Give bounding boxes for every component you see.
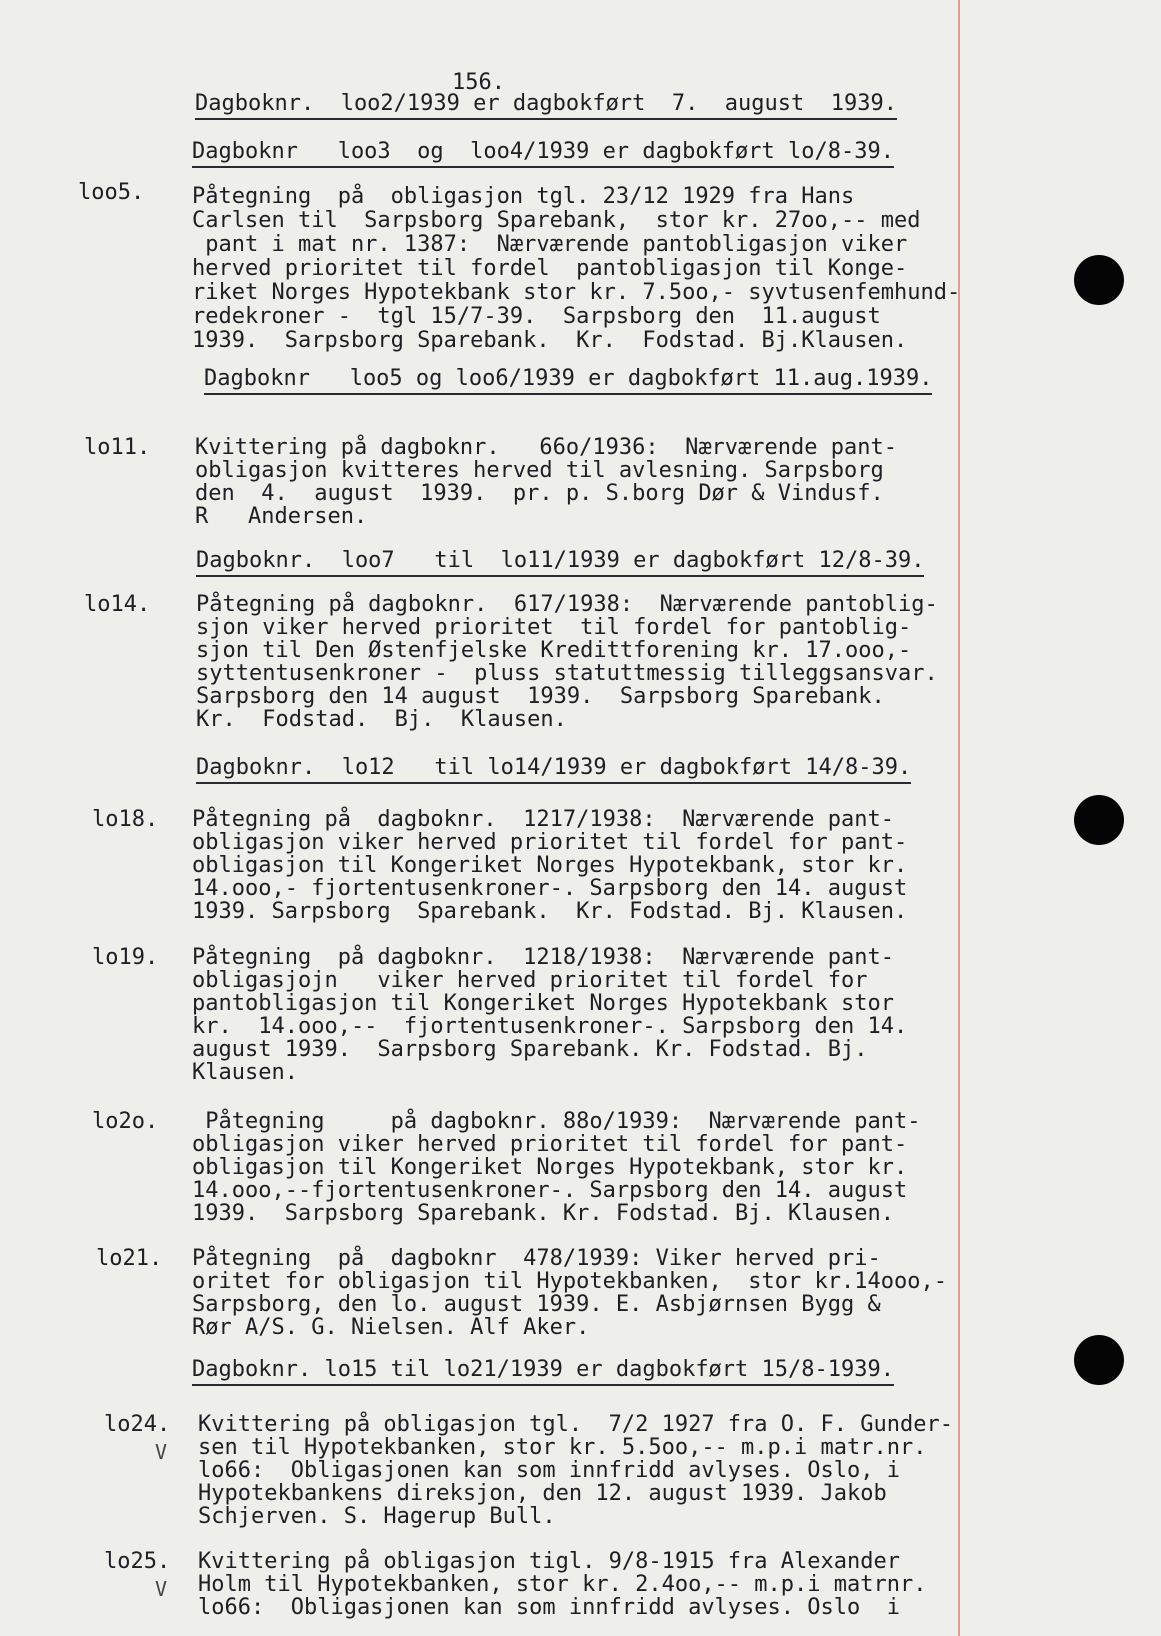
entry-line: Påtegning på dagboknr. 1217/1938: Nærværende pant- [192, 807, 894, 832]
summary-line: Dagboknr loo5 og loo6/1939 er dagbokført 11.aug.1939. [204, 367, 932, 395]
summary-line: Dagboknr. lo12 til lo14/1939 er dagbokført 14/8-39. [196, 756, 911, 784]
entry-line: obligasjojn viker herved prioritet til fordel for [192, 968, 868, 993]
entry-line: 1939. Sarpsborg Sparebank. Kr. Fodstad. Bj.Klausen. [192, 328, 908, 353]
entry-line: Påtegning på dagboknr. 88o/1939: Nærværende pant- [192, 1109, 921, 1134]
punch-hole [1074, 255, 1124, 305]
summary-line: Dagboknr. loo2/1939 er dagbokført 7. august 1939. [195, 92, 897, 120]
entry-line: Påtegning på dagboknr. 617/1938: Nærværende pantoblig- [196, 592, 938, 617]
entry-line: Kvittering på obligasjon tgl. 7/2 1927 fra O. F. Gunder- [198, 1412, 953, 1437]
entry-line: lo66: Obligasjonen kan som innfridd avlyses. Oslo, i [198, 1458, 900, 1483]
entry-line: august 1939. Sarpsborg Sparebank. Kr. Fodstad. Bj. [192, 1037, 868, 1062]
entry-line: Holm til Hypotekbanken, stor kr. 2.4oo,-- m.p.i matrnr. [198, 1572, 927, 1597]
entry-line: Sarpsborg, den lo. august 1939. E. Asbjørnsen Bygg & [192, 1292, 881, 1317]
entry-line: den 4. august 1939. pr. p. S.borg Dør & Vindusf. [195, 481, 884, 506]
summary-line: Dagboknr loo3 og loo4/1939 er dagbokført lo/8-39. [192, 140, 894, 168]
entry-number: lo19. [92, 945, 159, 970]
entry-line: sjon viker herved prioritet til fordel for pantoblig- [196, 615, 912, 640]
entry-line: Carlsen til Sarpsborg Sparebank, stor kr. 27oo,-- med [192, 208, 921, 233]
entry-line: Schjerven. S. Hagerup Bull. [198, 1504, 556, 1529]
entry-line: sen til Hypotekbanken, stor kr. 5.5oo,-- m.p.i matr.nr. [198, 1435, 927, 1460]
entry-line: Kvittering på obligasjon tigl. 9/8-1915 fra Alexander [198, 1549, 900, 1574]
entry-line: Kvittering på dagboknr. 66o/1936: Nærværende pant- [195, 435, 897, 460]
entry-line: Klausen. [192, 1060, 298, 1085]
check-mark: V [155, 1440, 168, 1464]
entry-line: obligasjon viker herved prioritet til fordel for pant- [192, 1132, 908, 1157]
entry-line: 14.ooo,--fjortentusenkroner-. Sarpsborg den 14. august [192, 1178, 908, 1203]
entry-line: Kr. Fodstad. Bj. Klausen. [196, 707, 567, 732]
entry-line: Påtegning på dagboknr. 1218/1938: Nærværende pant- [192, 945, 894, 970]
entry-line: Påtegning på obligasjon tgl. 23/12 1929 fra Hans [192, 184, 855, 209]
entry-line: 14.ooo,- fjortentusenkroner-. Sarpsborg den 14. august [192, 876, 908, 901]
entry-line: Påtegning på dagboknr 478/1939: Viker herved pri- [192, 1246, 881, 1271]
entry-number: lo11. [84, 435, 151, 460]
entry-line: Hypotekbankens direksjon, den 12. august 1939. Jakob [198, 1481, 887, 1506]
punch-hole [1074, 795, 1124, 845]
entry-line: pantobligasjon til Kongeriket Norges Hypotekbank stor [192, 991, 894, 1016]
entry-number: lo21. [96, 1246, 163, 1271]
entry-number: lo2o. [92, 1109, 159, 1134]
entry-number: lo18. [92, 807, 159, 832]
page-number: 156. [452, 70, 505, 95]
entry-line: R Andersen. [195, 504, 368, 529]
entry-line: 1939. Sarpsborg Sparebank. Kr. Fodstad. Bj. Klausen. [192, 1201, 894, 1226]
entry-line: Rør A/S. G. Nielsen. Alf Aker. [192, 1315, 590, 1340]
entry-line: pant i mat nr. 1387: Nærværende pantobligasjon viker [192, 232, 908, 257]
entry-line: lo66: Obligasjonen kan som innfridd avlyses. Oslo i [198, 1595, 900, 1620]
summary-line: Dagboknr. lo15 til lo21/1939 er dagbokført 15/8-1939. [192, 1358, 894, 1386]
entry-line: syttentusenkroner - pluss statuttmessig tilleggsansvar. [196, 661, 938, 686]
entry-line: redekroner - tgl 15/7-39. Sarpsborg den 11.august [192, 304, 881, 329]
red-margin-line [958, 0, 960, 1636]
entry-line: oritet for obligasjon til Hypotekbanken, stor kr.14ooo,- [192, 1269, 947, 1294]
entry-line: riket Norges Hypotekbank stor kr. 7.5oo,- syvtusenfemhund- [192, 280, 961, 305]
entry-line: sjon til Den Østenfjelske Kredittforening kr. 17.ooo,- [196, 638, 912, 663]
entry-number: lo24. [104, 1412, 171, 1437]
entry-number: lo25. [104, 1549, 171, 1574]
entry-line: kr. 14.ooo,-- fjortentusenkroner-. Sarpsborg den 14. [192, 1014, 908, 1039]
check-mark: V [155, 1577, 168, 1601]
entry-number: loo5. [78, 180, 145, 205]
entry-line: obligasjon til Kongeriket Norges Hypotekbank, stor kr. [192, 853, 908, 878]
entry-line: obligasjon kvitteres herved til avlesning. Sarpsborg [195, 458, 884, 483]
entry-line: obligasjon viker herved prioritet til fordel for pant- [192, 830, 908, 855]
punch-hole [1074, 1335, 1124, 1385]
entry-line: Sarpsborg den 14 august 1939. Sarpsborg Sparebank. [196, 684, 885, 709]
entry-line: obligasjon til Kongeriket Norges Hypotekbank, stor kr. [192, 1155, 908, 1180]
entry-line: herved prioritet til fordel pantobligasjon til Konge- [192, 256, 908, 281]
entry-number: lo14. [84, 592, 151, 617]
summary-line: Dagboknr. loo7 til lo11/1939 er dagbokført 12/8-39. [196, 549, 924, 577]
entry-line: 1939. Sarpsborg Sparebank. Kr. Fodstad. Bj. Klausen. [192, 899, 908, 924]
